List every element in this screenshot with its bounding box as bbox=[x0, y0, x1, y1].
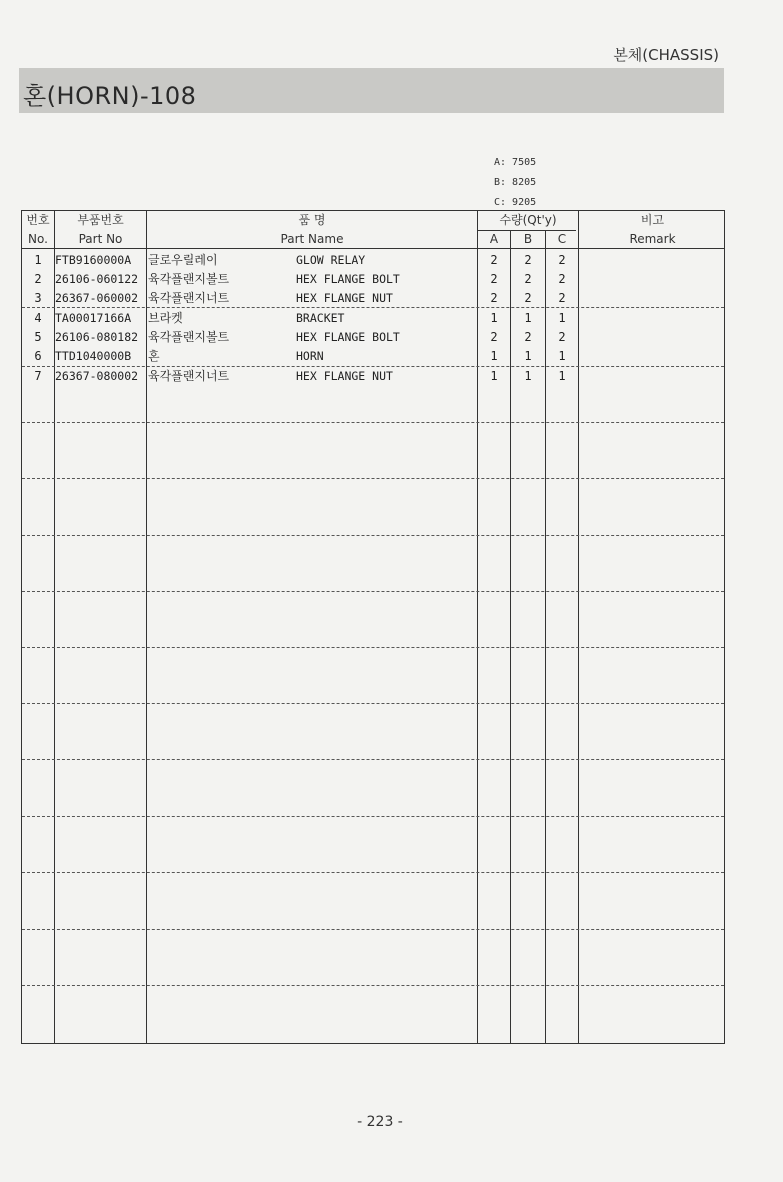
row-qty-b: 2 bbox=[524, 330, 532, 344]
row-name-ko: 육각플랜지볼트 bbox=[148, 330, 230, 344]
row-name-en: HORN bbox=[296, 349, 324, 363]
table-row bbox=[22, 328, 724, 347]
row-name-en: BRACKET bbox=[296, 311, 345, 325]
row-qty-c: 1 bbox=[558, 349, 566, 363]
row-part-no: 26106-080182 bbox=[55, 330, 139, 344]
section-label: 본체(CHASSIS) bbox=[613, 46, 719, 64]
row-qty-c: 2 bbox=[558, 291, 566, 305]
group-divider bbox=[22, 647, 724, 648]
header-no-ko: 번호 bbox=[26, 213, 50, 227]
row-part-no: 26367-060002 bbox=[55, 291, 139, 305]
row-name-en: HEX FLANGE BOLT bbox=[296, 272, 400, 286]
table-row bbox=[22, 289, 724, 308]
row-name-ko: 육각플랜지너트 bbox=[148, 369, 230, 383]
row-name-ko: 브라켓 bbox=[148, 311, 183, 325]
row-qty-c: 2 bbox=[558, 253, 566, 267]
group-divider bbox=[22, 422, 724, 423]
row-name-en: HEX FLANGE BOLT bbox=[296, 330, 400, 344]
page-title: 혼(HORN)-108 bbox=[23, 82, 197, 110]
row-name-ko: 육각플랜지볼트 bbox=[148, 272, 230, 286]
group-divider bbox=[22, 816, 724, 817]
header-part-ko: 부품번호 bbox=[77, 213, 124, 227]
row-name-ko: 육각플랜지너트 bbox=[148, 291, 230, 305]
row-qty-a: 2 bbox=[490, 330, 498, 344]
header-qty-a: A bbox=[489, 232, 499, 246]
row-qty-c: 1 bbox=[558, 369, 566, 383]
row-qty-a: 2 bbox=[490, 272, 498, 286]
header-qty-b: B bbox=[523, 232, 533, 246]
row-qty-b: 1 bbox=[524, 311, 532, 325]
row-qty-c: 2 bbox=[558, 272, 566, 286]
row-qty-b: 2 bbox=[524, 272, 532, 286]
group-divider bbox=[22, 591, 724, 592]
header-name-en: Part Name bbox=[280, 232, 344, 246]
model-c: C: 9205 bbox=[494, 197, 537, 208]
row-no: 5 bbox=[34, 330, 42, 344]
header-name-ko: 품 명 bbox=[298, 213, 326, 227]
row-part-no: 26367-080002 bbox=[55, 369, 139, 383]
row-qty-a: 1 bbox=[490, 349, 498, 363]
row-qty-b: 1 bbox=[524, 369, 532, 383]
group-divider bbox=[22, 985, 724, 986]
parts-table bbox=[21, 210, 725, 1044]
model-a: A: 7505 bbox=[494, 157, 537, 168]
group-divider bbox=[22, 535, 724, 536]
group-divider bbox=[22, 872, 724, 873]
title-bar bbox=[19, 68, 724, 113]
table-row bbox=[22, 367, 724, 386]
row-name-en: GLOW RELAY bbox=[296, 253, 366, 267]
row-qty-b: 2 bbox=[524, 253, 532, 267]
row-part-no: FTB9160000A bbox=[55, 253, 132, 267]
group-divider bbox=[22, 478, 724, 479]
group-divider bbox=[22, 759, 724, 760]
row-qty-a: 1 bbox=[490, 369, 498, 383]
row-name-ko: 혼 bbox=[148, 349, 160, 363]
group-divider bbox=[22, 703, 724, 704]
row-no: 3 bbox=[34, 291, 42, 305]
row-name-en: HEX FLANGE NUT bbox=[296, 291, 393, 305]
group-divider bbox=[22, 929, 724, 930]
row-qty-b: 1 bbox=[524, 349, 532, 363]
row-no: 2 bbox=[34, 272, 42, 286]
row-part-no: TA00017166A bbox=[55, 311, 132, 325]
row-qty-a: 2 bbox=[490, 253, 498, 267]
header-qty: 수량(Qt'y) bbox=[499, 213, 557, 227]
model-b: B: 8205 bbox=[494, 177, 537, 188]
row-no: 6 bbox=[34, 349, 42, 363]
header-remark-ko: 비고 bbox=[640, 213, 665, 227]
table-row bbox=[22, 309, 724, 328]
row-qty-c: 1 bbox=[558, 311, 566, 325]
row-name-ko: 글로우릴레이 bbox=[148, 253, 218, 267]
model-legend bbox=[494, 153, 536, 213]
row-no: 1 bbox=[34, 253, 42, 267]
header-qty-c: C bbox=[557, 232, 567, 246]
table-row bbox=[22, 270, 724, 289]
row-qty-c: 2 bbox=[558, 330, 566, 344]
table-row bbox=[22, 251, 724, 270]
header-remark-en: Remark bbox=[629, 232, 676, 246]
header-part-en: Part No bbox=[78, 232, 123, 246]
row-qty-a: 1 bbox=[490, 311, 498, 325]
row-qty-b: 2 bbox=[524, 291, 532, 305]
row-qty-a: 2 bbox=[490, 291, 498, 305]
header-no-en: No. bbox=[28, 232, 48, 246]
row-part-no: 26106-060122 bbox=[55, 272, 139, 286]
row-no: 4 bbox=[34, 311, 42, 325]
row-no: 7 bbox=[34, 369, 42, 383]
row-name-en: HEX FLANGE NUT bbox=[296, 369, 393, 383]
page-number: - 223 - bbox=[357, 1114, 403, 1130]
row-part-no: TTD1040000B bbox=[55, 349, 132, 363]
group-divider bbox=[22, 307, 724, 308]
table-row bbox=[22, 347, 724, 366]
